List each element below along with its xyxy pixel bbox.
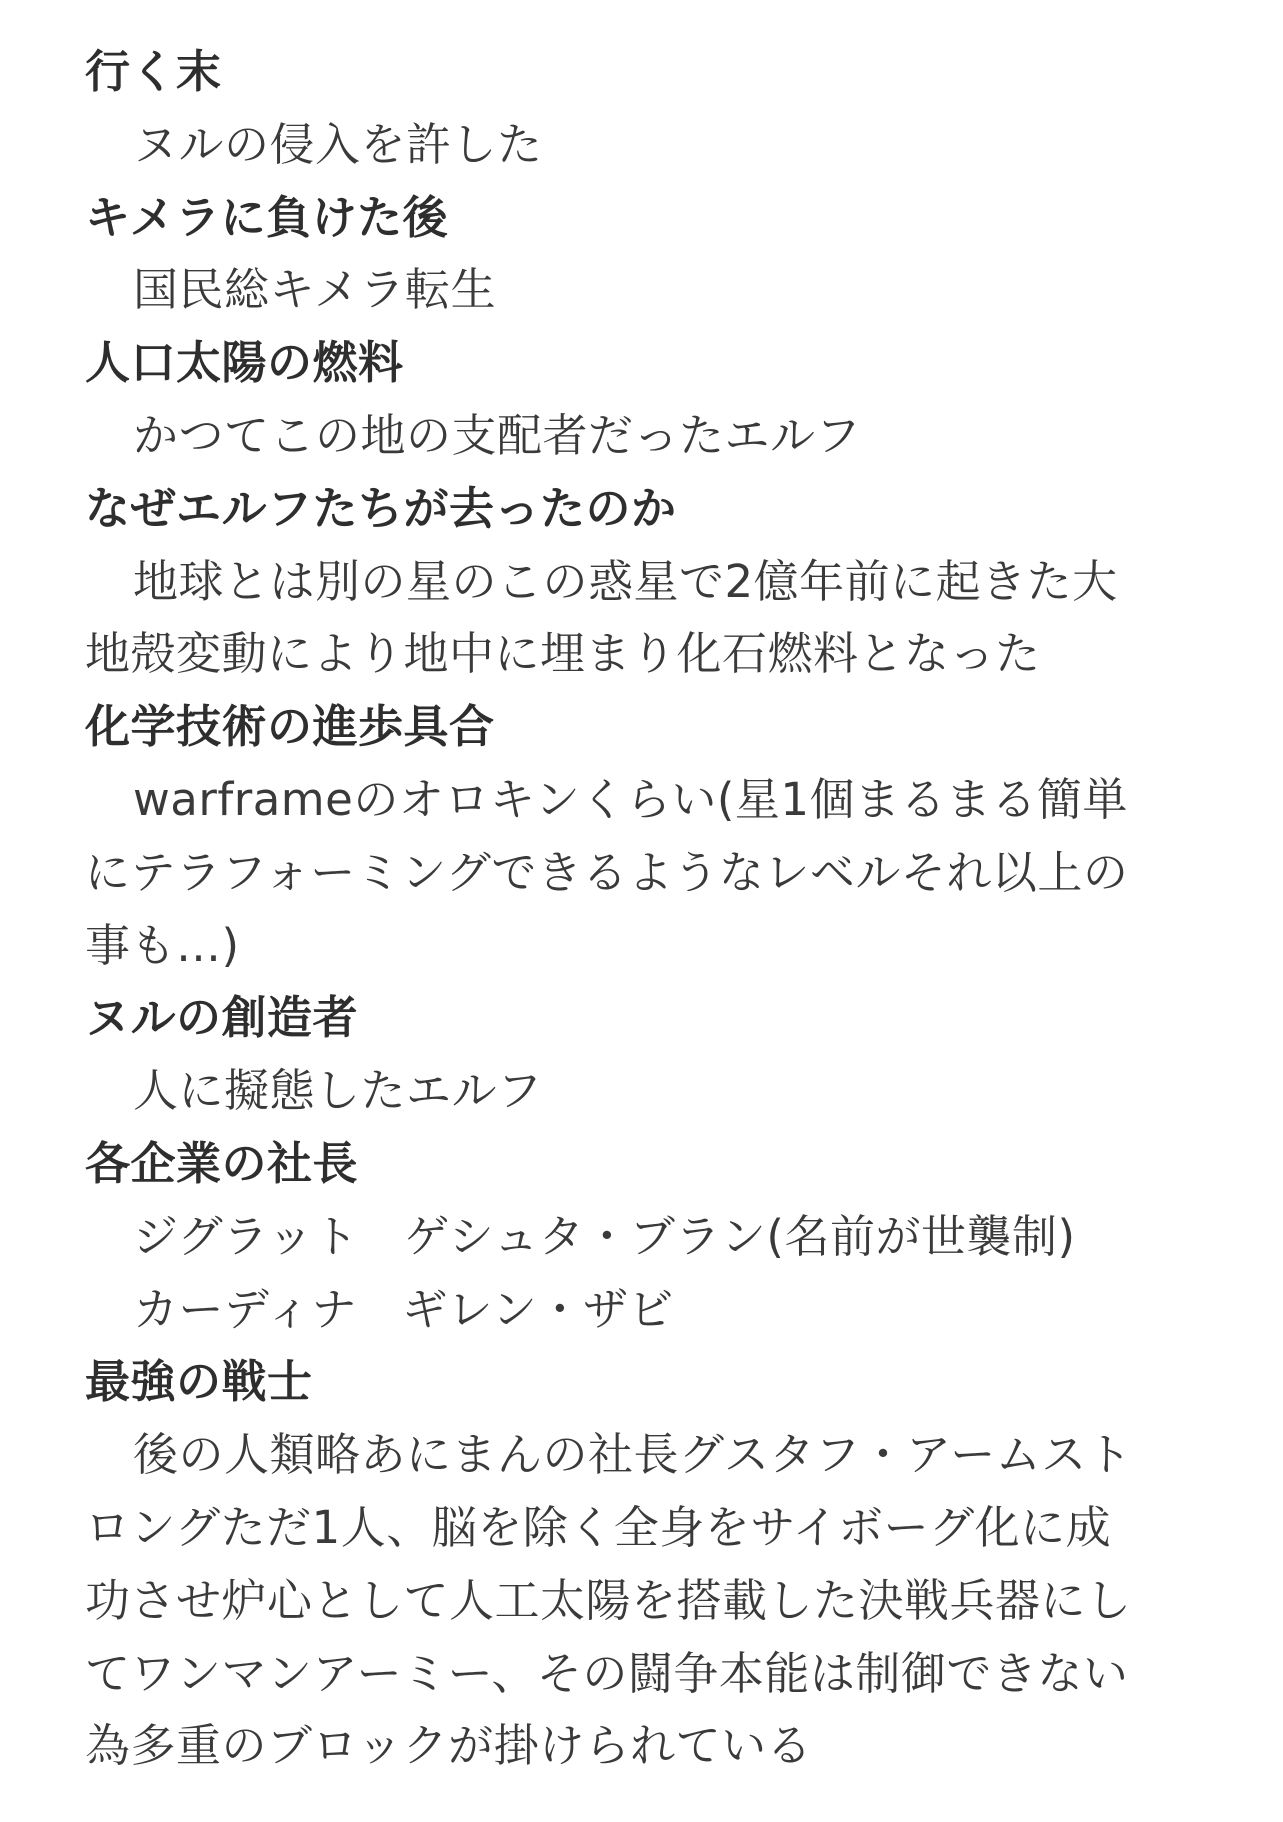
section-text-strongest-warrior-2: ロングただ1人、脳を除く全身をサイボーグ化に成 [85,1500,1112,1554]
section-text-after-chimera: 国民総キメラ転生 [133,263,497,317]
section-text-tech-progress-2: にテラフォーミングできるようなレベルそれ以上の [85,845,1129,899]
section-text-why-elves-left-2: 地殻変動により地中に埋まり化石燃料となった [85,627,1041,681]
section-heading-tech-progress: 化学技術の進歩具合 [85,700,495,754]
section-text-president-ziggurat: ジグラット ゲシュタ・ブラン(名前が世襲制) [133,1209,1076,1263]
section-text-strongest-warrior-3: 功させ炉心として人工太陽を搭載した決戦兵器にし [85,1573,1132,1627]
section-text-null-creator: 人に擬態したエルフ [133,1064,543,1118]
section-heading-strongest-warrior: 最強の戦士 [85,1355,313,1409]
section-heading-null-creator: ヌルの創造者 [85,991,359,1045]
section-text-fate: ヌルの侵入を許した [133,117,543,171]
section-text-president-cardina: カーディナ ギレン・ザビ [133,1282,674,1336]
section-heading-fate: 行く末 [85,45,222,98]
document-body [85,36,1205,1783]
section-text-strongest-warrior-4: てワンマンアーミー、その闘争本能は制御できない [85,1646,1129,1700]
section-heading-why-elves-left: なぜエルフたちが去ったのか [85,481,677,535]
section-heading-after-chimera: キメラに負けた後 [85,190,449,244]
section-heading-sun-fuel: 人口太陽の燃料 [85,336,404,390]
section-text-strongest-warrior-1: 後の人類略あにまんの社長グスタフ・アームスト [133,1428,1133,1482]
section-text-tech-progress-1: warframeのオロキンくらい(星1個まるまる簡単 [133,772,1129,826]
section-heading-company-presidents: 各企業の社長 [85,1136,359,1190]
section-text-sun-fuel: かつてこの地の支配者だったエルフ [133,408,862,462]
section-text-strongest-warrior-5: 為多重のブロックが掛けられている [85,1719,813,1773]
section-text-why-elves-left-1: 地球とは別の星のこの惑星で2億年前に起きた大 [133,554,1118,608]
section-text-tech-progress-3: 事も…) [85,918,240,972]
